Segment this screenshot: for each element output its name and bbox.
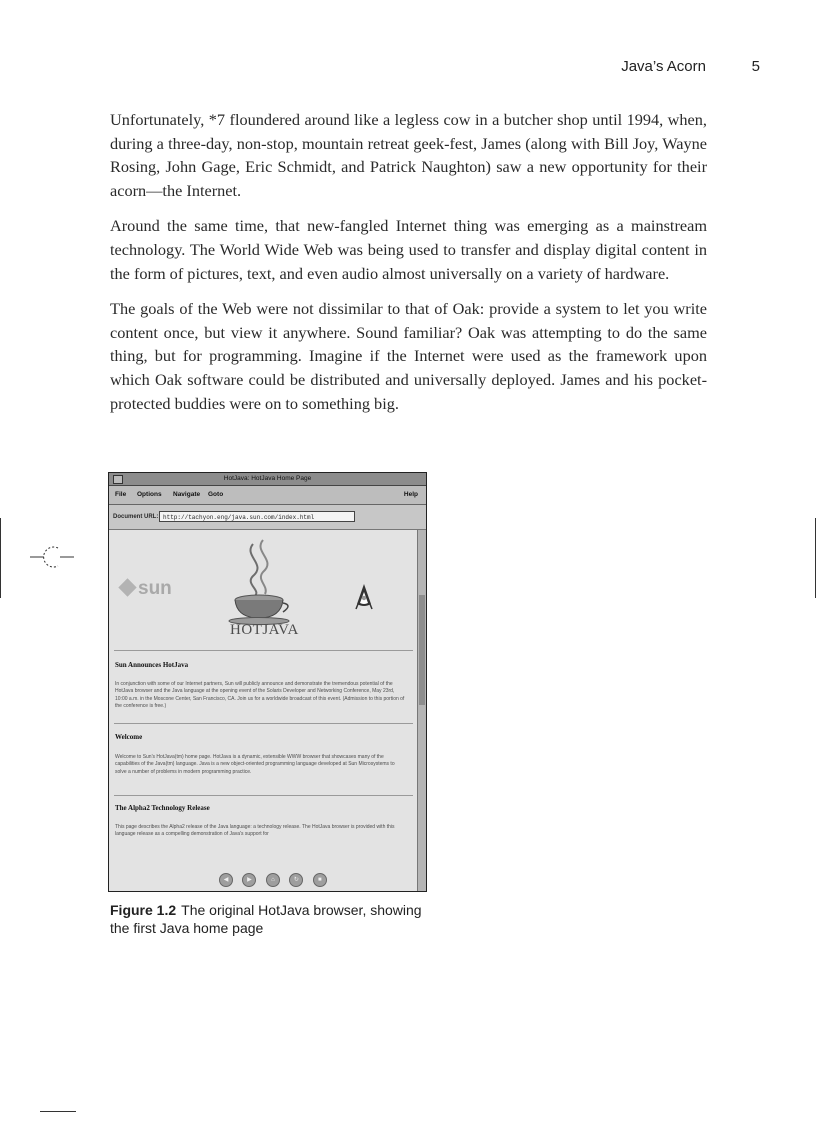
crop-mark-left xyxy=(0,518,1,598)
window-titlebar xyxy=(109,473,426,486)
paragraph: Around the same time, that new-fangled Internet thing was emerging as a mainstream technology. The World Wide Web was being used to transfer and display digital content in the form of pictures, text, and even audio almost universally on a variety of hardware. xyxy=(110,216,707,283)
chapter-title: Java’s Acorn xyxy=(621,58,706,75)
hotjava-logo: HOTJAVA xyxy=(230,622,299,638)
section-body: Welcome to Sun's HotJava(tm) home page. HotJava is a dynamic, extensible WWW browser that showcases many of the capabilities of the Java(tm) language. Java is a new object-oriented programming language developed at Sun Microsystems to solve a number of problems in modern programming practice. xyxy=(115,754,395,775)
url-toolbar xyxy=(109,505,426,530)
divider xyxy=(114,650,413,651)
back-icon: ◀ xyxy=(219,873,233,887)
registration-mark-icon xyxy=(28,542,76,572)
hotjava-browser-figure xyxy=(108,472,427,892)
coffee-cup-icon xyxy=(223,536,293,626)
menu-help: Help xyxy=(403,491,418,498)
scrollbar xyxy=(417,530,426,891)
navigation-buttons xyxy=(219,868,332,887)
menu-navigate: Navigate xyxy=(173,491,201,498)
reload-icon: ↻ xyxy=(289,873,303,887)
url-field: http://tachyon.eng/java.sun.com/index.html xyxy=(159,511,355,522)
section-body: This page describes the Alpha2 release of the Java language: a technology release. The HotJava browser is provided with this language release as a compelling demonstration of Java's support for xyxy=(115,824,395,838)
url-label: Document URL: xyxy=(113,514,159,520)
paragraph: The goals of the Web were not dissimilar to that of Oak: provide a system to let you write content once, but view it anywhere. Sound familiar? Oak was attempting to do the same thing, but for programming. Imagine if the Internet were used as the framework upon which Oak software could be distributed and universally deployed. James and his pocket-protected buddies were on to something big. xyxy=(110,299,707,413)
section-heading: The Alpha2 Technology Release xyxy=(115,804,210,812)
menu-file: File xyxy=(115,491,127,498)
section-body: In conjunction with some of our Internet partners, Sun will publicly announce and demonstrate the tremendous potential of the HotJava browser and the Java language at the opening event of the Solaris Developer and Networking Conference, May 23rd, 10:00 a.m. in the Moscone Center, San Francisco, CA. Join us for a worldwide broadcast of this event. (Admission to this portion of the conference is free.) xyxy=(115,681,405,710)
sun-logo: sun xyxy=(121,578,172,600)
menu-goto: Goto xyxy=(208,491,224,498)
crop-mark-bottom xyxy=(40,1111,76,1112)
scrollbar-thumb xyxy=(419,595,425,705)
section-heading: Sun Announces HotJava xyxy=(115,661,189,669)
page-number: 5 xyxy=(751,58,760,75)
browser-content xyxy=(109,530,418,891)
body-text xyxy=(110,108,707,427)
duke-mascot-icon xyxy=(355,582,373,610)
figure-caption xyxy=(110,901,430,937)
figure-label: Figure 1.2 xyxy=(110,902,177,918)
menu-bar xyxy=(109,486,426,505)
menu-options: Options xyxy=(137,491,162,498)
divider xyxy=(114,723,413,724)
forward-icon: ▶ xyxy=(242,873,256,887)
stop-icon: ■ xyxy=(313,873,327,887)
sun-diamond-icon xyxy=(118,578,136,596)
home-icon: ⌂ xyxy=(266,873,280,887)
paragraph: Unfortunately, *7 floundered around like a legless cow in a butcher shop until 1994, when, during a three-day, non-stop, mountain retreat geek-fest, James (along with Bill Joy, Wayne Rosing, John Gage, Eric Schmidt, and Patrick Naughton) saw a new opportunity for their acorn—the Internet. xyxy=(110,110,707,200)
window-title: HotJava: HotJava Home Page xyxy=(223,475,312,482)
divider xyxy=(114,795,413,796)
window-menu-icon xyxy=(113,475,123,484)
section-heading: Welcome xyxy=(115,733,143,741)
caption-text: The original HotJava browser, showing the first Java home page xyxy=(110,902,422,936)
